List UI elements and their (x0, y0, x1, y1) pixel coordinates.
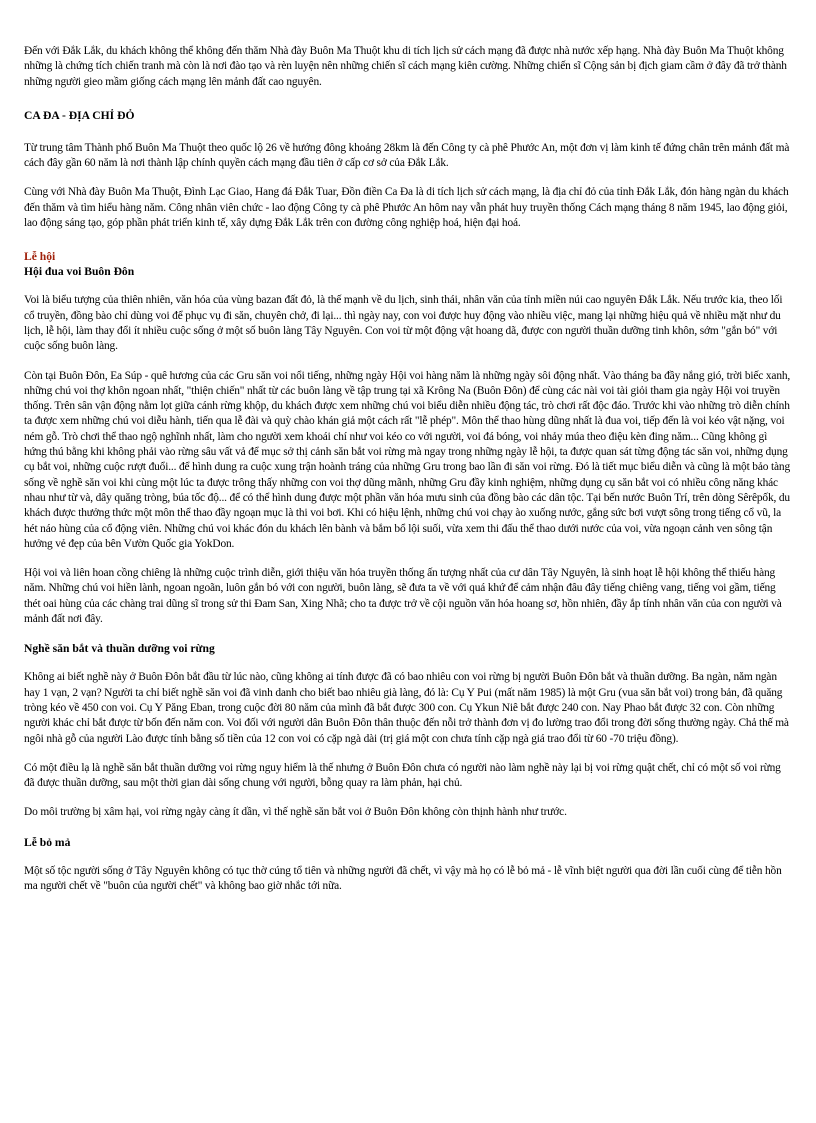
ca-da-paragraph-1: Từ trung tâm Thành phố Buôn Ma Thuột theo quốc lộ 26 về hướng đông khoảng 28km là đến Công ty cà phê Phước An, một đơn vị làm kinh tế đứng chân trên mảnh đất mà cách đây gần 60 năm là nơi thành lập chính quyền cách mạng đầu tiên ở cấp cơ sở của Đắk Lắk. (24, 141, 790, 170)
le-hoi-paragraph-3: Hội voi và liên hoan cồng chiêng là những cuộc trình diễn, giới thiệu văn hóa truyền thống ấn tượng nhất của cư dân Tây Nguyên, là sinh hoạt lễ hội không thể thiếu hàng năm. Những chú voi hiền lành, ngoan ngoãn, luôn gắn bó với con người, buôn làng, sẽ đưa ta về với quá khứ để cảm nhận đâu đây tiếng chiêng vang, tiếng voi gầm, tiếng thét oai hùng của các chàng trai dũng sĩ trong sử thi Đam San, Xing Nhã; cho ta được trở về cội nguồn văn hóa hoang sơ, hồn nhiên, đầy ắp tính nhân văn của con người và mảnh đất nơi đây. (24, 567, 782, 626)
le-hoi-paragraph-2: Còn tại Buôn Đôn, Ea Súp - quê hương của các Gru săn voi nổi tiếng, những ngày Hội voi hàng năm là những ngày sôi động nhất. Vào tháng ba đầy nắng gió, trời biếc xanh, những chú voi thợ khôn ngoan nhất, "thiện chiến" nhất từ các buôn làng về tập trung tại xã Krông Na (Buôn Đôn) để cùng các nài voi tài giỏi tham gia ngày Hội voi truyền thống. Trên sân vận động nằm lọt giữa cánh rừng khộp, du khách được xem những chú voi biểu diễn nhiều động tác, trò chơi rất độc đáo. Trước khi vào những trò diễn chính ta được xem những chú voi diễu hành, tiến qua lễ đài và quỳ chào khán giả một cách rất "lễ phép". Môn thể thao hùng dũng nhất là đua voi, tiếp đến là voi kéo vật nặng, voi ném gỗ. Trò chơi thể thao ngộ nghĩnh nhất, làm cho người xem khoái chí như voi kéo co với người, voi đá bóng, voi nhảy múa theo điệu kèn đing năm... Cũng không gì hứng thú bằng khi không phải vào rừng sâu vất vả để mục sở thị cảnh săn bắt voi rừng mà ngay trong những ngày lễ hội, ta được quan sát từng động tác săn voi, những dụng cụ bắt voi, những cuộc rượt đuổi... để hình dung ra cuộc xung trận hoành tráng của những Gru trong bao lần đi săn voi rừng. Đó là tiết mục biểu diễn và cũng là một bảo tàng sống về nghề săn voi khi cùng một lúc ta được trông thấy những con voi thợ dũng mãnh, những Gru đầy kinh nghiệm, những dụng cụ săn bắt voi có nhiều công năng khác nhau như từ và, dây quăng tròng, búa tốc độ... để có thể hình dung được một phần văn hóa mưu sinh của đồng bào các dân tộc. Tại bến nước Buôn Trí, trên dòng Sêrêpốk, du khách được thưởng thức một môn thể thao đầy ngoạn mục là thi voi bơi. Khi có hiệu lệnh, những chú voi chạy ào xuống nước, gắng sức bơi vượt sông trong tiếng cổ vũ, la hét náo hùng của cổ động viên. Những chú voi khác đón du khách lên bành và bắm bổ lội suối, vừa xem thi đấu thể thao dưới nước của voi, vừa ngoạn cảnh ven sông tận hưởng vẻ đẹp của bên Vườn Quốc gia YokDon. (24, 369, 791, 550)
section-heading-le-bo-ma: Lễ bỏ mả (24, 835, 71, 849)
nghe-san-paragraph-1: Không ai biết nghề này ở Buôn Đôn bắt đầu từ lúc nào, cũng không ai tính được đã có bao nhiêu con voi rừng bị người Buôn Đôn bắt và thuần dưỡng. Ba ngàn, năm ngàn hay 1 vạn, 2 vạn? Người ta chỉ biết nghề săn voi đã vinh danh cho biết bao nhiêu già làng, đó là: Cụ Y Pui (mất năm 1985) là một Gru (vua săn bắt voi) trong bản, đã quăng tròng kéo về 450 con voi. Cụ Y Păng Eban, trong cuộc đời 80 năm của mình đã bắt được 300 con. Cụ Ykun Niê bắt được 240 con. Nay Phao bắt được 32 con. Còn những người khác chỉ bắt được từ bốn đến năm con. Voi đối với người dân Buôn Đôn thân thuộc đến nỗi trở thành đơn vị đo lường trao đổi trong đời sống thường ngày. Chả thế mà ngôi nhà gỗ của người Lào được tính bằng số tiền của 12 con voi có cặp ngà dài (trị giá một con chưa tính cặp ngà giá trao đổi từ 60 -70 triệu đồng). (24, 671, 789, 745)
le-bo-ma-paragraph: Một số tộc người sống ở Tây Nguyên không có tục thờ cúng tổ tiên và những người đã chết, vì vậy mà họ có lễ bỏ mả - lễ vĩnh biệt người qua đời lần cuối cùng để tiễn hồn ma người chết về "buôn của người chết" và không bao giờ nhắc tới nữa. (24, 864, 782, 892)
section-heading-ca-da: CA ĐA - ĐỊA CHỈ ĐỎ (24, 108, 135, 122)
le-hoi-paragraph-1: Voi là biểu tượng của thiên nhiên, văn hóa của vùng bazan đất đỏ, là thế mạnh về du lịch, sinh thái, nhân văn của tỉnh miền núi cao nguyên Đắk Lắk. Nếu trước kia, theo lối cổ truyền, đồng bào chỉ dùng voi để phục vụ đi săn, chuyên chở, đi lại... thì ngày nay, con voi được huy động vào nhiều việc, mang lại những hiệu quả về nhiều mặt như du lịch, lễ hội, làm thay đổi ít nhiều cuộc sống ở một số buôn làng Tây Nguyên. Con voi từ một động vật hoang dã, được con người thuần dưỡng tinh khôn, sớm "gắn bó" với cuộc sống buôn làng. (24, 294, 783, 353)
document-page (24, 44, 792, 894)
section-heading-nghe-san: Nghề săn bắt và thuần dưỡng voi rừng (24, 642, 215, 656)
section-heading-le-hoi: Lễ hội (24, 250, 56, 264)
nghe-san-paragraph-3: Do môi trường bị xâm hại, voi rừng ngày càng ít dần, vì thế nghề săn bắt voi ở Buôn Đôn không còn thịnh hành như trước. (24, 806, 567, 819)
intro-paragraph: Đến với Đắk Lắk, du khách không thể không đến thăm Nhà đày Buôn Ma Thuột khu di tích lịch sử cách mạng đã được nhà nước xếp hạng. Nhà đày Buôn Ma Thuột không những là chứng tích chiến tranh mà còn là nơi đào tạo và rèn luyện nên những chiến sĩ cách mạng kiên cường. Những chiến sĩ Cộng sản bị địch giam cầm ở đây đã trở thành những người gieo mầm giống cách mạng lên mảnh đất cao nguyên. (24, 45, 787, 88)
subheading-hoi-dua-voi: Hội đua voi Buôn Đôn (24, 265, 135, 279)
ca-da-paragraph-2: Cùng với Nhà đày Buôn Ma Thuột, Đình Lạc Giao, Hang đá Đắk Tuar, Đồn điền Ca Đa là di tích lịch sử cách mạng, là địa chỉ đỏ của tỉnh Đắk Lắk, đón hàng ngàn du khách đến thăm và tìm hiểu hàng năm. Công nhân viên chức - lao động Công ty cà phê Phước An hôm nay vẫn phát huy truyền thống Cách mạng tháng 8 năm 1945, lao động giỏi, lao động sáng tạo, góp phần phát triển kinh tế, xây dựng Đắk Lắk trên con đường công nghiệp hoá, hiện đại hoá. (24, 186, 789, 230)
nghe-san-paragraph-2: Có một điều lạ là nghề săn bắt thuần dưỡng voi rừng nguy hiểm là thế nhưng ở Buôn Đôn chưa có người nào làm nghề này lại bị voi rừng quật chết, chỉ có một số voi rừng đã được thuần dưỡng, sau một thời gian dài sống chung với người, bỗng quay ra làm phản, hại chủ. (24, 761, 781, 790)
